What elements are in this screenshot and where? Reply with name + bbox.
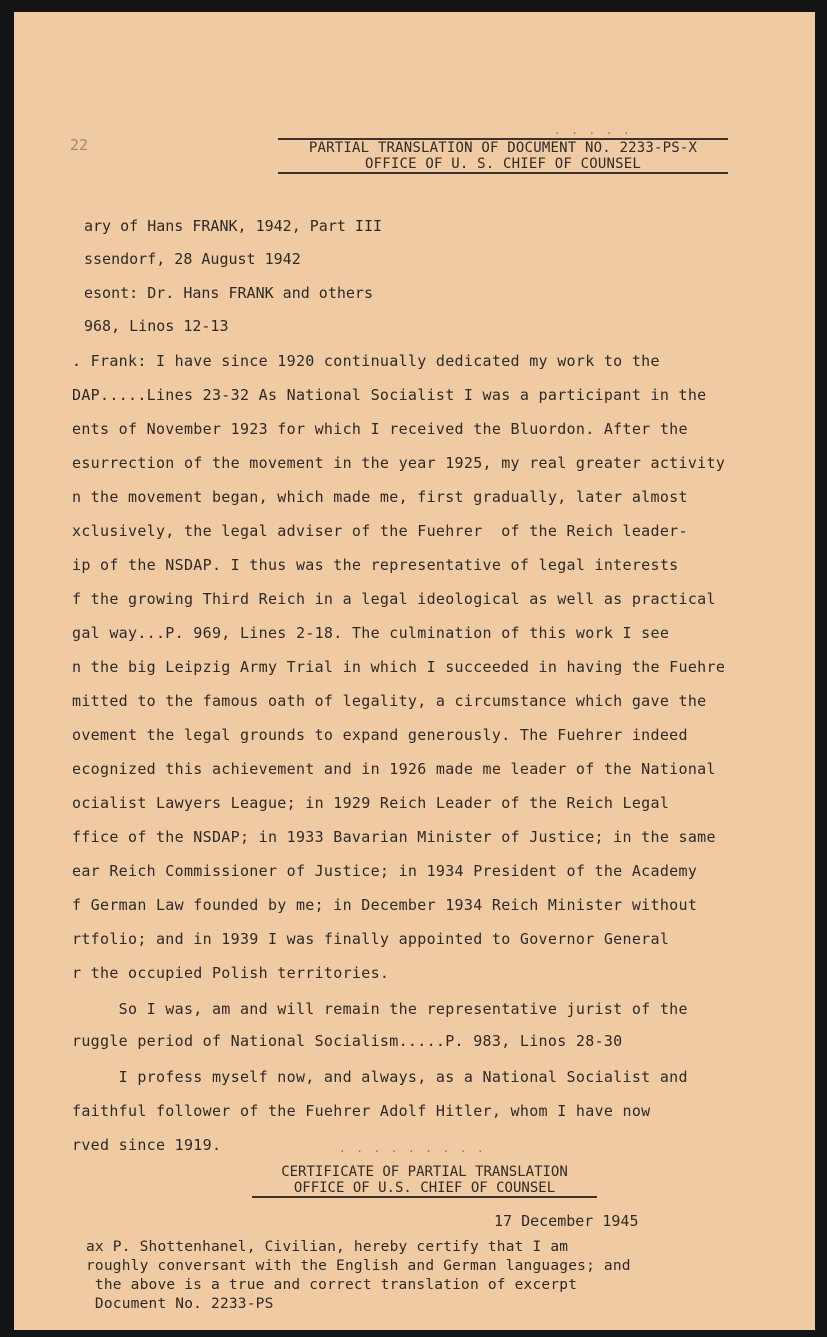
body-line: I profess myself now, and always, as a National Socialist and: [72, 1068, 688, 1086]
header-bottom-rule: [278, 172, 728, 174]
document-header: [278, 138, 728, 174]
certificate-date: 17 December 1945: [494, 1212, 639, 1230]
body-line: f German Law founded by me; in December 1934 Reich Minister without: [72, 896, 698, 914]
certificate-line: roughly conversant with the English and German languages; and: [86, 1258, 631, 1274]
body-line: ents of November 1923 for which I received the Bluordon. After the: [72, 420, 688, 438]
body-line: ffice of the NSDAP; in 1933 Bavarian Minister of Justice; in the same: [72, 828, 716, 846]
body-line: faithful follower of the Fuehrer Adolf Hitler, whom I have now: [72, 1102, 651, 1120]
decorative-dots: . . . . .: [554, 124, 632, 137]
body-line: n the big Leipzig Army Trial in which I succeeded in having the Fuehre: [72, 658, 726, 676]
meta-line: 968, Linos 12-13: [84, 317, 229, 335]
body-line: ovement the legal grounds to expand generously. The Fuehrer indeed: [72, 726, 688, 744]
certificate-header: [252, 1164, 597, 1198]
body-line: So I was, am and will remain the representative jurist of the: [72, 1000, 688, 1018]
certificate-line: ax P. Shottenhanel, Civilian, hereby certify that I am: [86, 1239, 569, 1255]
meta-line: ssendorf, 28 August 1942: [84, 250, 301, 268]
body-line: mitted to the famous oath of legality, a circumstance which gave the: [72, 692, 707, 710]
body-line: r the occupied Polish territories.: [72, 964, 390, 982]
body-line: DAP.....Lines 23-32 As National Socialist I was a participant in the: [72, 386, 707, 404]
body-line: ip of the NSDAP. I thus was the representative of legal interests: [72, 556, 679, 574]
header-office: OFFICE OF U. S. CHIEF OF COUNSEL: [364, 156, 642, 172]
meta-line: esont: Dr. Hans FRANK and others: [84, 284, 373, 302]
certificate-line: Document No. 2233-PS: [86, 1296, 274, 1312]
body-line: gal way...P. 969, Lines 2-18. The culmination of this work I see: [72, 624, 670, 642]
document-page: [14, 12, 815, 1330]
body-line: xclusively, the legal adviser of the Fuehrer of the Reich leader-: [72, 522, 688, 540]
body-line: ecognized this achievement and in 1926 made me leader of the National: [72, 760, 716, 778]
body-line: esurrection of the movement in the year 1925, my real greater activity: [72, 454, 726, 472]
body-line: ruggle period of National Socialism.....P. 983, Linos 28-30: [72, 1032, 623, 1050]
header-title: PARTIAL TRANSLATION OF DOCUMENT NO. 2233-PS-X: [308, 140, 698, 156]
certificate-line: the above is a true and correct translation of excerpt: [86, 1277, 578, 1293]
certificate-title: CERTIFICATE OF PARTIAL TRANSLATION: [281, 1164, 568, 1180]
body-line: n the movement began, which made me, first gradually, later almost: [72, 488, 688, 506]
certificate-rule: [252, 1196, 597, 1198]
body-line: . Frank: I have since 1920 continually dedicated my work to the: [72, 352, 660, 370]
decorative-dots: . . . . . . . . .: [339, 1142, 486, 1155]
body-line: rtfolio; and in 1939 I was finally appointed to Governor General: [72, 930, 670, 948]
meta-line: ary of Hans FRANK, 1942, Part III: [84, 217, 383, 235]
certificate-office: OFFICE OF U.S. CHIEF OF COUNSEL: [293, 1180, 556, 1196]
body-line: f the growing Third Reich in a legal ideological as well as practical: [72, 590, 716, 608]
body-line: ear Reich Commissioner of Justice; in 1934 President of the Academy: [72, 862, 698, 880]
page-number: 22: [70, 136, 89, 154]
body-line: rved since 1919.: [72, 1136, 222, 1154]
body-line: ocialist Lawyers League; in 1929 Reich Leader of the Reich Legal: [72, 794, 670, 812]
